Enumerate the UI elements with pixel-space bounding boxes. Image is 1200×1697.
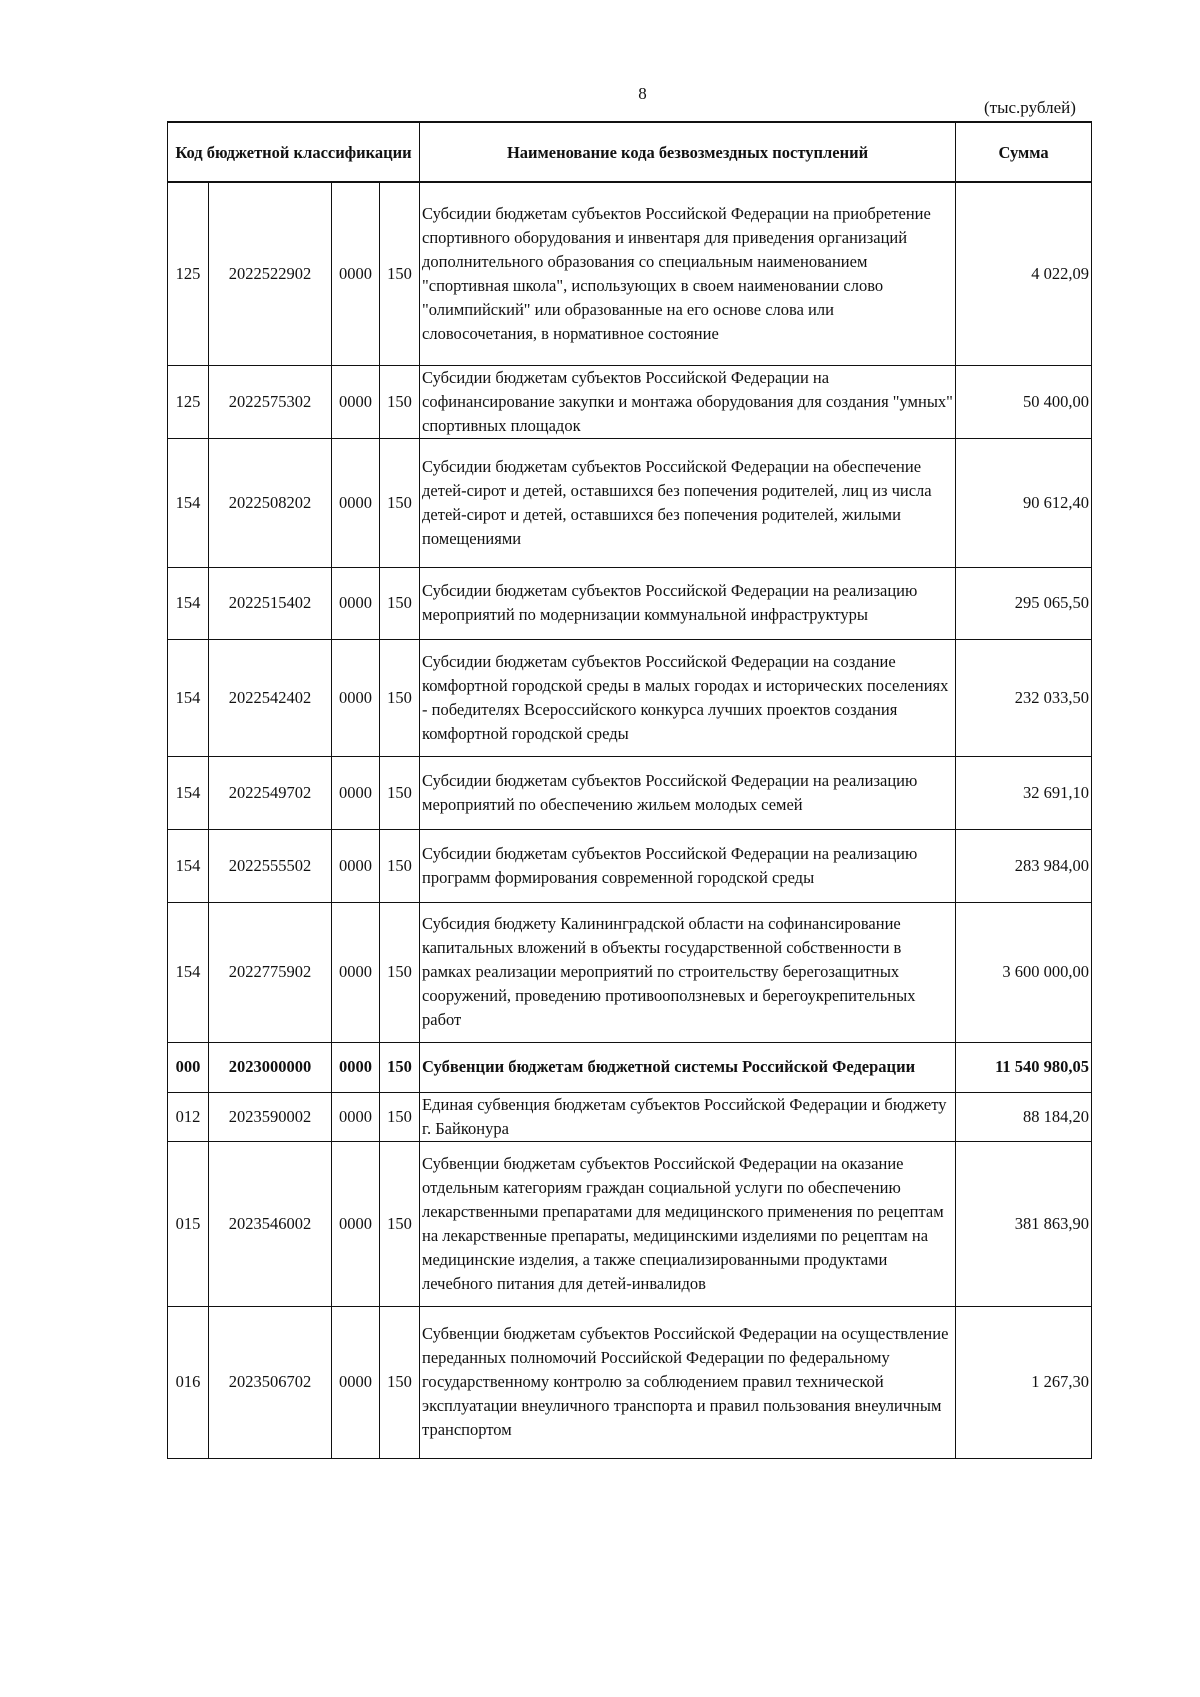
sum-cell: 232 033,50 bbox=[956, 639, 1092, 756]
name-cell: Субсидии бюджетам субъектов Российской Федерации на реализацию мероприятий по обеспечению жильем молодых семей bbox=[420, 756, 956, 829]
kind-code-cell: 150 bbox=[380, 567, 420, 639]
sum-cell: 295 065,50 bbox=[956, 567, 1092, 639]
admin-code-cell: 125 bbox=[168, 182, 209, 365]
sum-cell: 11 540 980,05 bbox=[956, 1042, 1092, 1092]
table-row bbox=[168, 567, 1092, 639]
table-row bbox=[168, 182, 1092, 365]
subcode-cell: 0000 bbox=[332, 567, 380, 639]
kind-code-cell: 150 bbox=[380, 902, 420, 1042]
admin-code-cell: 012 bbox=[168, 1092, 209, 1141]
budget-code-cell: 2022542402 bbox=[209, 639, 332, 756]
name-cell: Субвенции бюджетам субъектов Российской Федерации на оказание отдельным категориям граждан социальной услуги по обеспечению лекарственными препаратами для медицинского применения по рецептам на лекарственные препараты, медицинскими изделиями по рецептам на медицинские изделия, а также специализированными продуктами лечебного питания для детей-инвалидов bbox=[420, 1141, 956, 1306]
budget-code-cell: 2023506702 bbox=[209, 1306, 332, 1458]
subcode-cell: 0000 bbox=[332, 902, 380, 1042]
name-cell: Субсидии бюджетам субъектов Российской Федерации на софинансирование закупки и монтажа оборудования для создания "умных" спортивных площадок bbox=[420, 365, 956, 438]
table-row bbox=[168, 1306, 1092, 1458]
admin-code-cell: 154 bbox=[168, 829, 209, 902]
sum-cell: 1 267,30 bbox=[956, 1306, 1092, 1458]
admin-code-cell: 154 bbox=[168, 639, 209, 756]
sum-cell: 283 984,00 bbox=[956, 829, 1092, 902]
table-row bbox=[168, 1092, 1092, 1141]
table-row bbox=[168, 1042, 1092, 1092]
subcode-cell: 0000 bbox=[332, 365, 380, 438]
kind-code-cell: 150 bbox=[380, 438, 420, 567]
name-cell: Субвенции бюджетам субъектов Российской Федерации на осуществление переданных полномочий Российской Федерации по федеральному государственному контролю за соблюдением правил технической эксплуатации внеуличного транспорта и правил пользования внеуличным транспортом bbox=[420, 1306, 956, 1458]
subcode-cell: 0000 bbox=[332, 639, 380, 756]
admin-code-cell: 154 bbox=[168, 567, 209, 639]
name-cell: Субсидия бюджету Калининградской области на софинансирование капитальных вложений в объекты государственной собственности в рамках реализации мероприятий по строительству берегозащитных сооружений, проведению противооползневых и берегоукрепительных работ bbox=[420, 902, 956, 1042]
sum-cell: 4 022,09 bbox=[956, 182, 1092, 365]
budget-code-cell: 2022522902 bbox=[209, 182, 332, 365]
subcode-cell: 0000 bbox=[332, 1042, 380, 1092]
sum-cell: 32 691,10 bbox=[956, 756, 1092, 829]
budget-code-cell: 2022575302 bbox=[209, 365, 332, 438]
subcode-cell: 0000 bbox=[332, 438, 380, 567]
subcode-cell: 0000 bbox=[332, 829, 380, 902]
subcode-cell: 0000 bbox=[332, 756, 380, 829]
table-row bbox=[168, 902, 1092, 1042]
admin-code-cell: 125 bbox=[168, 365, 209, 438]
kind-code-cell: 150 bbox=[380, 182, 420, 365]
table-row bbox=[168, 756, 1092, 829]
budget-code-cell: 2022775902 bbox=[209, 902, 332, 1042]
subcode-cell: 0000 bbox=[332, 1092, 380, 1141]
budget-code-cell: 2022515402 bbox=[209, 567, 332, 639]
kind-code-cell: 150 bbox=[380, 365, 420, 438]
name-cell: Субсидии бюджетам субъектов Российской Федерации на обеспечение детей-сирот и детей, оставшихся без попечения родителей, лиц из числа детей-сирот и детей, оставшихся без попечения родителей, жилыми помещениями bbox=[420, 438, 956, 567]
admin-code-cell: 154 bbox=[168, 902, 209, 1042]
header-sum: Сумма bbox=[956, 122, 1092, 182]
subcode-cell: 0000 bbox=[332, 182, 380, 365]
table-row bbox=[168, 1141, 1092, 1306]
name-cell: Субвенции бюджетам бюджетной системы Российской Федерации bbox=[420, 1042, 956, 1092]
budget-code-cell: 2023590002 bbox=[209, 1092, 332, 1141]
admin-code-cell: 016 bbox=[168, 1306, 209, 1458]
kind-code-cell: 150 bbox=[380, 829, 420, 902]
sum-cell: 88 184,20 bbox=[956, 1092, 1092, 1141]
admin-code-cell: 154 bbox=[168, 756, 209, 829]
table-header-row bbox=[168, 122, 1092, 182]
table-row bbox=[168, 639, 1092, 756]
kind-code-cell: 150 bbox=[380, 1092, 420, 1141]
header-code: Код бюджетной классификации bbox=[168, 122, 420, 182]
table-row bbox=[168, 365, 1092, 438]
name-cell: Субсидии бюджетам субъектов Российской Федерации на реализацию программ формирования современной городской среды bbox=[420, 829, 956, 902]
budget-code-cell: 2023000000 bbox=[209, 1042, 332, 1092]
kind-code-cell: 150 bbox=[380, 639, 420, 756]
budget-code-cell: 2022555502 bbox=[209, 829, 332, 902]
sum-cell: 3 600 000,00 bbox=[956, 902, 1092, 1042]
budget-code-cell: 2023546002 bbox=[209, 1141, 332, 1306]
sum-cell: 90 612,40 bbox=[956, 438, 1092, 567]
name-cell: Субсидии бюджетам субъектов Российской Федерации на приобретение спортивного оборудования и инвентаря для приведения организаций дополнительного образования со специальным наименованием "спортивная школа", использующих в своем наименовании слово "олимпийский" или образованные на его основе слова или словосочетания, в нормативное состояние bbox=[420, 182, 956, 365]
name-cell: Субсидии бюджетам субъектов Российской Федерации на реализацию мероприятий по модернизации коммунальной инфраструктуры bbox=[420, 567, 956, 639]
subcode-cell: 0000 bbox=[332, 1306, 380, 1458]
admin-code-cell: 154 bbox=[168, 438, 209, 567]
sum-cell: 381 863,90 bbox=[956, 1141, 1092, 1306]
kind-code-cell: 150 bbox=[380, 1042, 420, 1092]
admin-code-cell: 015 bbox=[168, 1141, 209, 1306]
kind-code-cell: 150 bbox=[380, 1306, 420, 1458]
page-number: 8 bbox=[638, 84, 647, 103]
table-row bbox=[168, 829, 1092, 902]
budget-code-cell: 2022549702 bbox=[209, 756, 332, 829]
name-cell: Единая субвенция бюджетам субъектов Российской Федерации и бюджету г. Байконура bbox=[420, 1092, 956, 1141]
header-name: Наименование кода безвозмездных поступлений bbox=[420, 122, 956, 182]
admin-code-cell: 000 bbox=[168, 1042, 209, 1092]
name-cell: Субсидии бюджетам субъектов Российской Федерации на создание комфортной городской среды в малых городах и исторических поселениях - победителях Всероссийского конкурса лучших проектов создания комфортной городской среды bbox=[420, 639, 956, 756]
budget-table bbox=[167, 121, 1092, 1459]
kind-code-cell: 150 bbox=[380, 1141, 420, 1306]
sum-cell: 50 400,00 bbox=[956, 365, 1092, 438]
table-row bbox=[168, 438, 1092, 567]
kind-code-cell: 150 bbox=[380, 756, 420, 829]
budget-code-cell: 2022508202 bbox=[209, 438, 332, 567]
units-label: (тыс.рублей) bbox=[984, 98, 1076, 117]
subcode-cell: 0000 bbox=[332, 1141, 380, 1306]
